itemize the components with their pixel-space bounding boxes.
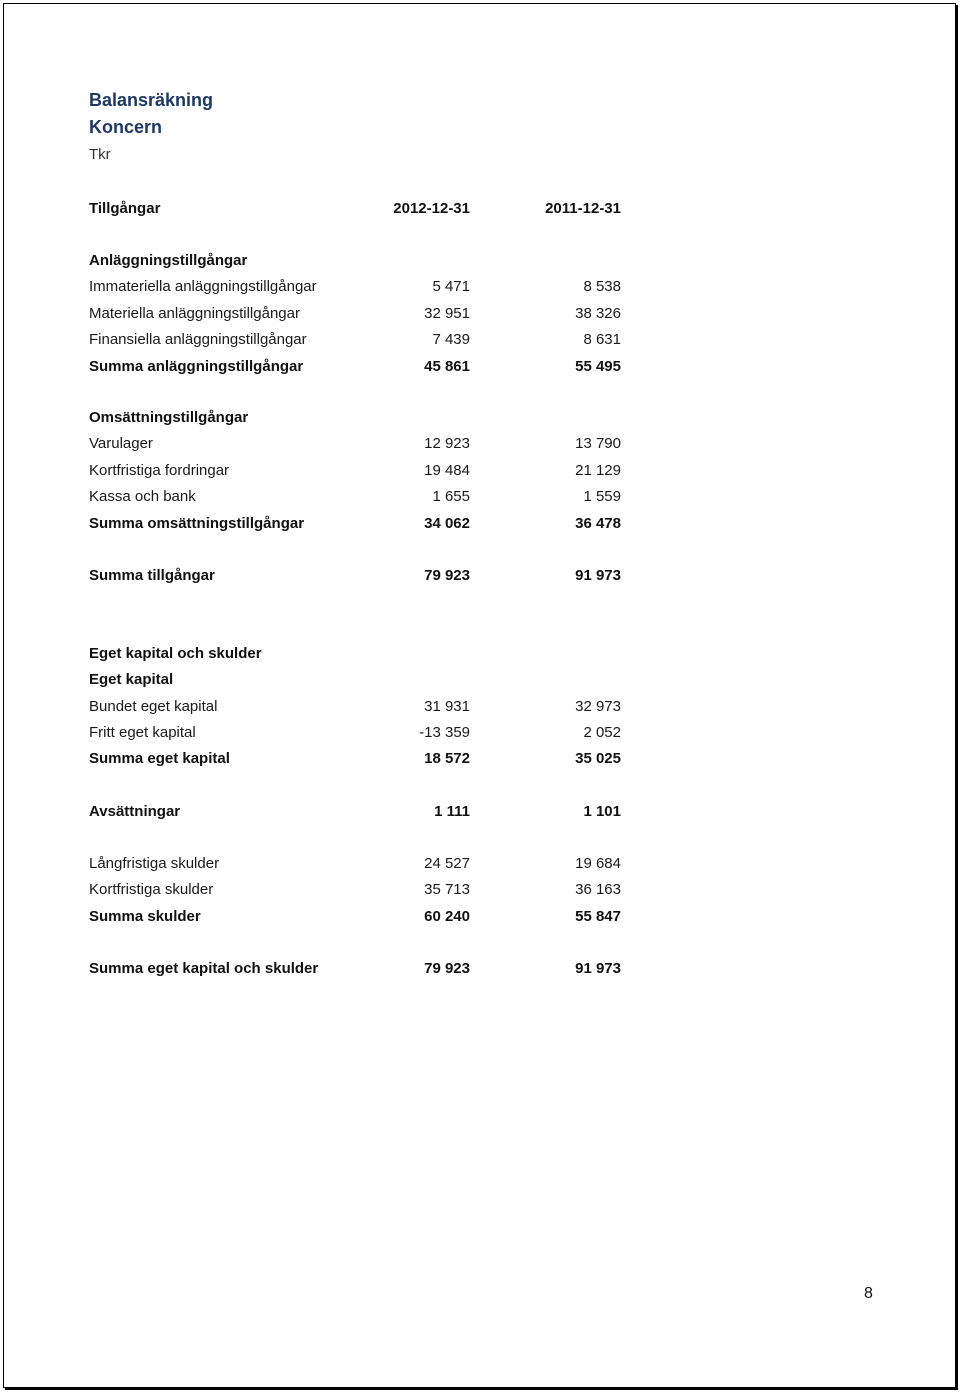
table-row	[89, 855, 621, 875]
value-2012: 1 111	[434, 803, 470, 820]
value-2011: 8 631	[583, 331, 621, 348]
value-2011: 35 025	[575, 750, 621, 767]
table-row	[89, 200, 621, 220]
value-2011: 8 538	[583, 278, 621, 295]
table-row	[89, 409, 621, 429]
row-label: Summa tillgångar	[89, 567, 215, 584]
row-label: Eget kapital	[89, 671, 174, 688]
unit-label: Tkr	[89, 146, 111, 163]
table-row	[89, 462, 621, 482]
row-label: Kortfristiga skulder	[89, 881, 214, 898]
value-2011: 91 973	[575, 567, 621, 584]
row-label: Summa eget kapital	[89, 750, 230, 767]
page-subtitle: Koncern	[89, 117, 163, 137]
row-label: Avsättningar	[89, 803, 181, 820]
value-2012: 7 439	[432, 331, 470, 348]
value-2011: 1 559	[583, 488, 621, 505]
table-row	[89, 278, 621, 298]
table-row	[89, 671, 621, 691]
value-2011: 19 684	[575, 855, 621, 872]
value-2012: 60 240	[424, 908, 470, 925]
value-2012: -13 359	[419, 724, 470, 741]
row-label: Summa eget kapital och skulder	[89, 960, 319, 977]
row-label: Finansiella anläggningstillgångar	[89, 331, 307, 348]
row-label: Materiella anläggningstillgångar	[89, 305, 300, 322]
row-label: Kassa och bank	[89, 488, 196, 505]
row-label: Varulager	[89, 435, 153, 452]
table-row	[89, 488, 621, 508]
table-row	[89, 252, 621, 272]
row-label: Eget kapital och skulder	[89, 645, 262, 662]
table-row	[89, 331, 621, 351]
value-2011: 38 326	[575, 305, 621, 322]
row-label: Summa omsättningstillgångar	[89, 515, 305, 532]
value-2012: 12 923	[424, 435, 470, 452]
table-row	[89, 803, 621, 823]
table-row	[89, 698, 621, 718]
value-2012: 31 931	[424, 698, 470, 715]
table-row	[89, 358, 621, 378]
value-2012: 1 655	[432, 488, 470, 505]
value-2012: 18 572	[424, 750, 470, 767]
value-2011: 32 973	[575, 698, 621, 715]
row-label: Immateriella anläggningstillgångar	[89, 278, 317, 295]
value-2012: 35 713	[424, 881, 470, 898]
row-label: Fritt eget kapital	[89, 724, 196, 741]
value-2011: 13 790	[575, 435, 621, 452]
table-row	[89, 567, 621, 587]
value-2011: 2011-12-31	[545, 200, 621, 217]
table-row	[89, 881, 621, 901]
row-label: Bundet eget kapital	[89, 698, 218, 715]
value-2012: 79 923	[424, 567, 470, 584]
value-2012: 19 484	[424, 462, 470, 479]
value-2011: 21 129	[575, 462, 621, 479]
table-row	[89, 515, 621, 535]
table-row	[89, 908, 621, 928]
value-2011: 2 052	[583, 724, 621, 741]
value-2011: 1 101	[583, 803, 621, 820]
table-row	[89, 305, 621, 325]
row-label: Långfristiga skulder	[89, 855, 220, 872]
row-label: Summa skulder	[89, 908, 201, 925]
page-title: Balansräkning	[89, 90, 214, 110]
value-2012: 34 062	[424, 515, 470, 532]
value-2011: 36 478	[575, 515, 621, 532]
row-label: Omsättningstillgångar	[89, 409, 249, 426]
value-2012: 2012-12-31	[393, 200, 470, 217]
row-label: Tillgångar	[89, 200, 161, 217]
row-label: Summa anläggningstillgångar	[89, 358, 304, 375]
value-2011: 91 973	[575, 960, 621, 977]
value-2012: 32 951	[424, 305, 470, 322]
table-row	[89, 750, 621, 770]
document-page	[3, 3, 956, 1388]
table-row	[89, 724, 621, 744]
table-row	[89, 960, 621, 980]
value-2011: 36 163	[575, 881, 621, 898]
table-row	[89, 645, 621, 665]
page-number: 8	[864, 1285, 873, 1302]
value-2011: 55 495	[575, 358, 621, 375]
value-2012: 45 861	[424, 358, 470, 375]
value-2012: 24 527	[424, 855, 470, 872]
value-2012: 79 923	[424, 960, 470, 977]
value-2012: 5 471	[432, 278, 470, 295]
row-label: Anläggningstillgångar	[89, 252, 248, 269]
table-row	[89, 435, 621, 455]
row-label: Kortfristiga fordringar	[89, 462, 230, 479]
value-2011: 55 847	[575, 908, 621, 925]
